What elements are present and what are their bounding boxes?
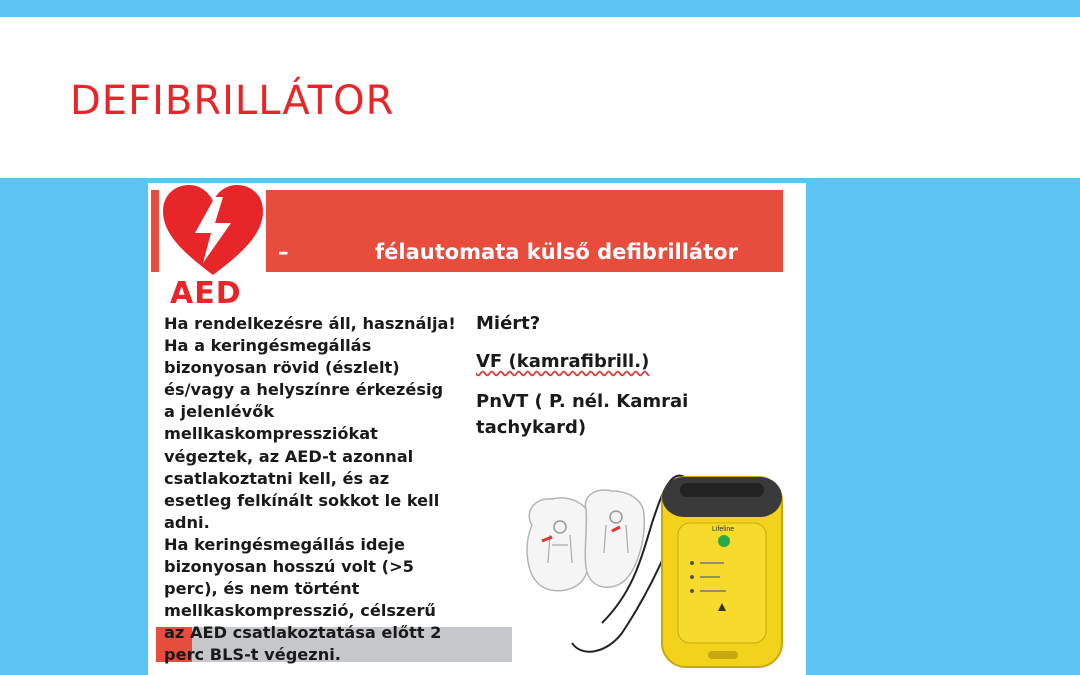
header-dash: – [278,240,289,264]
body-line: Ha keringésmegállás ideje [164,534,405,554]
device-brand: Lifeline [712,526,735,533]
body-line: és/vagy a helyszínre érkezésig [164,380,444,400]
body-line: adni. [164,512,210,532]
body-line: perc BLS-t végezni. [164,645,341,665]
body-line: bizonyosan rövid (észlelt) [164,358,400,378]
vf-line: VF (kamrafibrill.) [476,351,650,372]
body-line: mellkaskompresszió, célszerű [164,601,436,621]
body-line: mellkaskompressziókat [164,424,378,444]
aed-logo-text: AED [170,276,242,311]
why-heading: Miért? [476,313,541,334]
aed-device-illustration [512,453,806,675]
body-line: a jelenlévők [164,402,275,422]
body-line: csatlakoztatni kell, és az [164,468,390,488]
body-line: Ha a keringésmegállás [164,336,372,356]
body-line: Ha rendelkezésre áll, használja! [164,314,456,333]
red-accent-bar [151,190,159,272]
body-line: végeztek, az AED-t azonnal [164,446,414,466]
body-text [164,313,484,667]
body-line: bizonyosan hosszú volt (>5 [164,557,414,577]
electrode-pad-left [527,498,593,591]
header-subtitle: félautomata külső defibrillátor [375,240,738,264]
aed-card [148,183,806,675]
body-line: esetleg felkínált sokkot le kell [164,490,440,510]
slide-title: DEFIBRILLÁTOR [70,78,395,124]
body-line: az AED csatlakoztatása előtt 2 [164,623,442,643]
pnvt-line: PnVT ( P. nél. Kamrai tachykard) [476,391,689,438]
aed-heart-icon [161,183,265,279]
body-line: perc), és nem történt [164,579,360,599]
